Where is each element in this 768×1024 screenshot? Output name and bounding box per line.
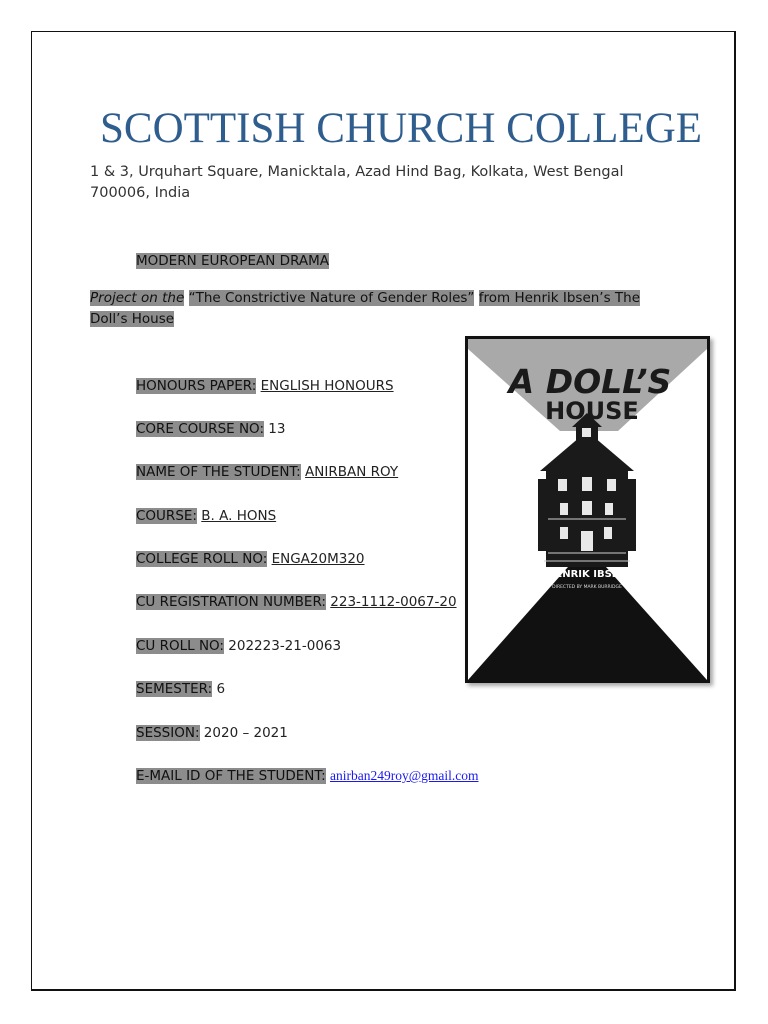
field-value: 202223-21-0063 [228, 638, 342, 654]
field-value: 2020 – 2021 [203, 725, 288, 741]
dolls-house-poster [465, 336, 710, 683]
field-college-roll [136, 551, 365, 567]
field-email [136, 768, 479, 784]
project-prefix: Project on the [90, 290, 185, 306]
poster-author: HENRIK IBSEN [547, 569, 627, 580]
field-value: ENGA20M320 [271, 551, 365, 567]
email-link[interactable]: anirban249roy@gmail.com [329, 768, 479, 783]
field-label: COLLEGE ROLL NO: [136, 551, 268, 567]
field-label: CORE COURSE NO: [136, 421, 264, 437]
college-address: 1 & 3, Urquhart Square, Manicktala, Azad Hind Bag, Kolkata, West Bengal 700006, India [90, 164, 624, 201]
course-title [136, 253, 329, 269]
project-description [90, 288, 650, 330]
field-label: COURSE: [136, 508, 197, 524]
field-label: E-MAIL ID OF THE STUDENT: [136, 768, 326, 784]
course-title-text: MODERN EUROPEAN DRAMA [136, 253, 330, 269]
poster-illustration [468, 339, 707, 680]
field-core-course [136, 421, 285, 437]
field-value: 223-1112-0067-20 [330, 594, 457, 610]
project-suffix: from Henrik Ibsen’s The Doll’s House [90, 290, 641, 327]
field-semester [136, 681, 225, 697]
field-label: SESSION: [136, 725, 200, 741]
field-cu-registration [136, 594, 457, 610]
field-value: ANIRBAN ROY [305, 464, 399, 480]
field-cu-roll [136, 638, 341, 654]
field-session [136, 725, 288, 741]
field-label: CU REGISTRATION NUMBER: [136, 594, 326, 610]
field-label: HONOURS PAPER: [136, 378, 257, 394]
field-value: 13 [268, 421, 286, 437]
project-topic: “The Constrictive Nature of Gender Roles” [188, 290, 475, 306]
field-course [136, 508, 276, 524]
field-value: B. A. HONS [201, 508, 277, 524]
field-label: NAME OF THE STUDENT: [136, 464, 301, 480]
field-label: SEMESTER: [136, 681, 213, 697]
college-title: SCOTTISH CHURCH COLLEGE [100, 105, 703, 152]
field-value: 6 [216, 681, 226, 697]
poster-title-line2: HOUSE [545, 397, 639, 425]
poster-credit: DIRECTED BY MARK BURRIDGE [552, 585, 622, 590]
field-value: ENGLISH HONOURS [260, 378, 394, 394]
poster-title-line1: A DOLL’S [508, 362, 672, 401]
field-honours-paper [136, 378, 394, 394]
field-student-name [136, 464, 398, 480]
field-label: CU ROLL NO: [136, 638, 224, 654]
